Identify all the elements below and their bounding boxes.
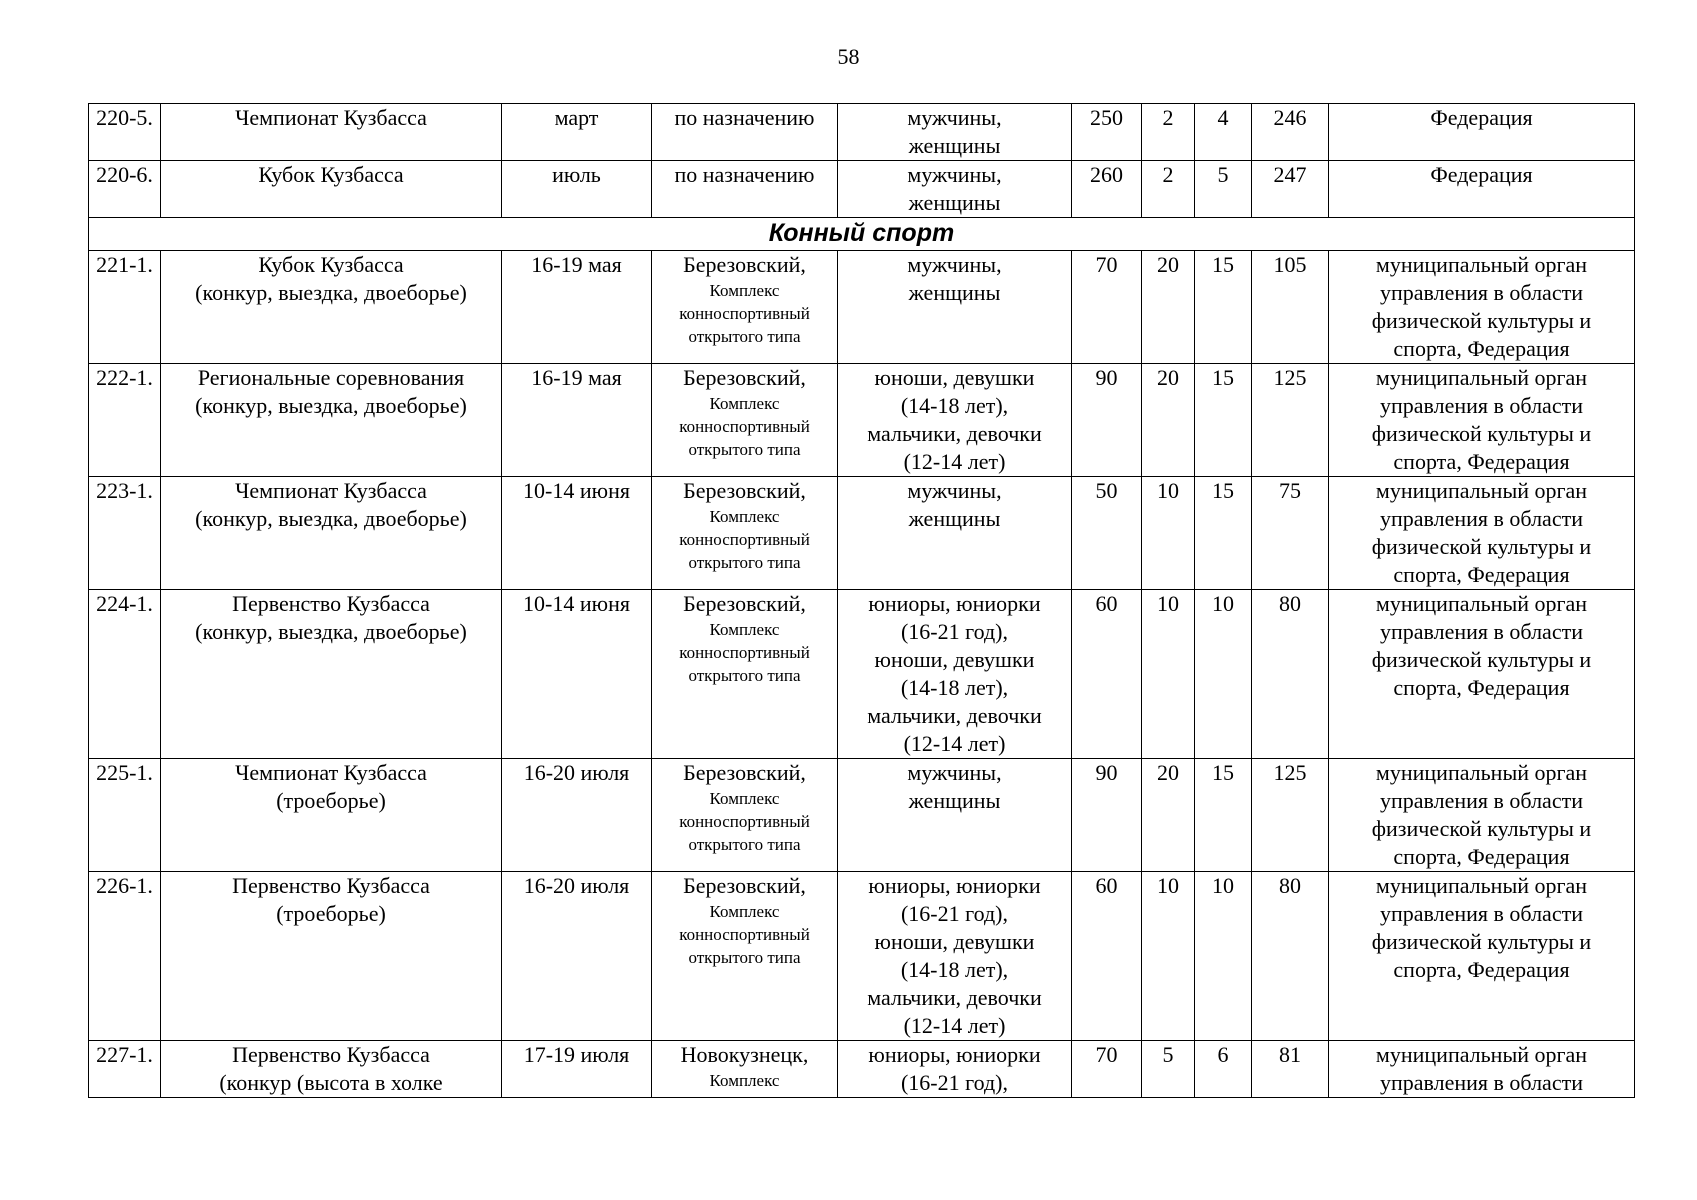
organizer-line: управления в области: [1380, 280, 1583, 305]
count-a: 10: [1142, 590, 1195, 759]
rows-before-section: [89, 104, 1635, 218]
page-number: 58: [837, 44, 860, 69]
event-name-line: Чемпионат Кузбасса: [235, 478, 427, 503]
participants: [838, 872, 1072, 1041]
count-total: 70: [1072, 1041, 1142, 1098]
participants-line: юниоры, юниорки: [868, 1042, 1041, 1067]
participants-line: женщины: [908, 133, 1001, 158]
count-b: 5: [1195, 161, 1252, 218]
count-total: 250: [1072, 104, 1142, 161]
organizer: [1329, 251, 1635, 364]
count-b: 15: [1195, 477, 1252, 590]
venue-detail: конноспортивный: [679, 925, 810, 944]
organizer-line: муниципальный орган: [1375, 873, 1588, 898]
organizer: [1329, 590, 1635, 759]
participants-line: (16-21 год),: [900, 1070, 1008, 1095]
participants: [838, 251, 1072, 364]
venue-detail: открытого типа: [688, 440, 801, 459]
participants-line: мальчики, девочки: [867, 703, 1042, 728]
schedule-table: [88, 103, 1635, 1098]
organizer-line: управления в области: [1380, 393, 1583, 418]
participants-line: женщины: [908, 788, 1001, 813]
participants-line: юниоры, юниорки: [868, 591, 1041, 616]
section-row-group: [89, 218, 1635, 251]
count-b: 10: [1195, 590, 1252, 759]
count-total: 50: [1072, 477, 1142, 590]
count-a: 2: [1142, 161, 1195, 218]
count-b: 15: [1195, 364, 1252, 477]
count-total: 70: [1072, 251, 1142, 364]
organizer-line: спорта, Федерация: [1393, 675, 1570, 700]
count-c: 125: [1252, 364, 1329, 477]
participants-line: мальчики, девочки: [867, 985, 1042, 1010]
count-b: 4: [1195, 104, 1252, 161]
count-c: 81: [1252, 1041, 1329, 1098]
row-number: 220-5.: [89, 104, 161, 161]
count-c: 247: [1252, 161, 1329, 218]
participants-line: юноши, девушки: [874, 365, 1035, 390]
participants-line: юноши, девушки: [874, 647, 1035, 672]
table-row: [89, 251, 1635, 364]
organizer-line: спорта, Федерация: [1393, 449, 1570, 474]
organizer-line: муниципальный орган: [1375, 760, 1588, 785]
venue-detail: открытого типа: [688, 327, 801, 346]
venue-detail: открытого типа: [688, 553, 801, 572]
table-row: [89, 872, 1635, 1041]
count-c: 125: [1252, 759, 1329, 872]
count-a: 20: [1142, 251, 1195, 364]
organizer-line: спорта, Федерация: [1393, 957, 1570, 982]
venue-city: по назначению: [674, 105, 815, 130]
participants: [838, 759, 1072, 872]
organizer-line: муниципальный орган: [1375, 365, 1588, 390]
event-name-line: Региональные соревнования: [197, 365, 465, 390]
event-name: [161, 364, 502, 477]
venue-detail: конноспортивный: [679, 643, 810, 662]
venue-city: Березовский,: [683, 252, 806, 277]
venue: [652, 590, 838, 759]
organizer: [1329, 161, 1635, 218]
venue: [652, 364, 838, 477]
event-date: 10-14 июня: [502, 590, 652, 759]
count-a: 10: [1142, 872, 1195, 1041]
venue-detail: Комплекс: [709, 620, 780, 639]
row-number: 220-6.: [89, 161, 161, 218]
event-name-line: Первенство Кузбасса: [232, 873, 430, 898]
event-date: март: [502, 104, 652, 161]
participants-line: женщины: [908, 280, 1001, 305]
participants-line: (14-18 лет),: [900, 675, 1009, 700]
venue-city: Новокузнецк,: [680, 1042, 809, 1067]
participants-line: женщины: [908, 506, 1001, 531]
venue-city: Березовский,: [683, 365, 806, 390]
venue: [652, 477, 838, 590]
participants-line: (16-21 год),: [900, 901, 1008, 926]
venue-detail: открытого типа: [688, 666, 801, 685]
organizer: [1329, 364, 1635, 477]
row-number: 223-1.: [89, 477, 161, 590]
organizer: [1329, 1041, 1635, 1098]
count-total: 60: [1072, 872, 1142, 1041]
row-number: 224-1.: [89, 590, 161, 759]
participants-line: (12-14 лет): [903, 1013, 1006, 1038]
participants: [838, 104, 1072, 161]
event-name: [161, 759, 502, 872]
table-row: [89, 759, 1635, 872]
participants: [838, 364, 1072, 477]
rows-after-section: [89, 251, 1635, 1098]
event-name-line: (конкур, выездка, двоеборье): [195, 506, 467, 531]
participants-line: (16-21 год),: [900, 619, 1008, 644]
venue-detail: Комплекс: [709, 1071, 780, 1090]
event-name-line: Первенство Кузбасса: [232, 1042, 430, 1067]
section-row: [89, 218, 1635, 251]
event-name-line: (конкур, выездка, двоеборье): [195, 280, 467, 305]
venue-detail: Комплекс: [709, 902, 780, 921]
event-name: [161, 590, 502, 759]
count-c: 80: [1252, 590, 1329, 759]
organizer-line: муниципальный орган: [1375, 591, 1588, 616]
venue-detail: Комплекс: [709, 394, 780, 413]
organizer-line: физической культуры и: [1371, 929, 1592, 954]
event-date: 16-20 июля: [502, 759, 652, 872]
venue: [652, 104, 838, 161]
event-name-line: (конкур, выездка, двоеборье): [195, 393, 467, 418]
event-name-line: (троеборье): [276, 788, 386, 813]
count-a: 5: [1142, 1041, 1195, 1098]
count-a: 2: [1142, 104, 1195, 161]
event-name-line: Первенство Кузбасса: [232, 591, 430, 616]
organizer-line: управления в области: [1380, 506, 1583, 531]
event-name: [161, 1041, 502, 1098]
organizer-line: управления в области: [1380, 1070, 1583, 1095]
venue-detail: Комплекс: [709, 281, 780, 300]
participants-line: мужчины,: [907, 478, 1002, 503]
count-a: 10: [1142, 477, 1195, 590]
event-date: 17-19 июля: [502, 1041, 652, 1098]
row-number: 221-1.: [89, 251, 161, 364]
count-total: 260: [1072, 161, 1142, 218]
row-number: 225-1.: [89, 759, 161, 872]
organizer-line: спорта, Федерация: [1393, 336, 1570, 361]
participants: [838, 161, 1072, 218]
organizer: [1329, 759, 1635, 872]
venue-detail: Комплекс: [709, 789, 780, 808]
participants-line: мужчины,: [907, 252, 1002, 277]
count-b: 6: [1195, 1041, 1252, 1098]
event-name: [161, 477, 502, 590]
event-date: 16-19 мая: [502, 364, 652, 477]
organizer-line: физической культуры и: [1371, 421, 1592, 446]
count-b: 10: [1195, 872, 1252, 1041]
organizer: [1329, 872, 1635, 1041]
venue-detail: конноспортивный: [679, 417, 810, 436]
event-date: июль: [502, 161, 652, 218]
venue-detail: конноспортивный: [679, 530, 810, 549]
participants-line: мужчины,: [907, 105, 1002, 130]
row-number: 222-1.: [89, 364, 161, 477]
event-name-line: Кубок Кузбасса: [258, 252, 404, 277]
participants-line: мужчины,: [907, 162, 1002, 187]
organizer-line: физической культуры и: [1371, 647, 1592, 672]
count-a: 20: [1142, 759, 1195, 872]
event-name-line: (конкур (высота в холке: [219, 1070, 443, 1095]
count-total: 90: [1072, 759, 1142, 872]
row-number: 227-1.: [89, 1041, 161, 1098]
organizer-line: управления в области: [1380, 619, 1583, 644]
participants-line: (14-18 лет),: [900, 957, 1009, 982]
event-name: [161, 161, 502, 218]
event-name: [161, 104, 502, 161]
participants-line: (12-14 лет): [903, 731, 1006, 756]
event-name: [161, 872, 502, 1041]
participants: [838, 477, 1072, 590]
venue-city: Березовский,: [683, 873, 806, 898]
event-name: [161, 251, 502, 364]
event-name-line: (конкур, выездка, двоеборье): [195, 619, 467, 644]
event-name-line: Кубок Кузбасса: [258, 162, 404, 187]
venue-detail: Комплекс: [709, 507, 780, 526]
organizer-line: спорта, Федерация: [1393, 844, 1570, 869]
participants-line: мальчики, девочки: [867, 421, 1042, 446]
table-row: [89, 161, 1635, 218]
count-total: 90: [1072, 364, 1142, 477]
event-date: 10-14 июня: [502, 477, 652, 590]
table-row: [89, 590, 1635, 759]
count-c: 80: [1252, 872, 1329, 1041]
participants-line: (12-14 лет): [903, 449, 1006, 474]
venue: [652, 759, 838, 872]
event-date: 16-19 мая: [502, 251, 652, 364]
count-a: 20: [1142, 364, 1195, 477]
participants: [838, 590, 1072, 759]
participants-line: юноши, девушки: [874, 929, 1035, 954]
event-date: 16-20 июля: [502, 872, 652, 1041]
count-b: 15: [1195, 759, 1252, 872]
organizer-line: муниципальный орган: [1375, 1042, 1588, 1067]
count-total: 60: [1072, 590, 1142, 759]
venue: [652, 872, 838, 1041]
count-b: 15: [1195, 251, 1252, 364]
organizer-line: муниципальный орган: [1375, 252, 1588, 277]
venue-detail: конноспортивный: [679, 812, 810, 831]
participants: [838, 1041, 1072, 1098]
venue: [652, 161, 838, 218]
participants-line: женщины: [908, 190, 1001, 215]
venue-detail: открытого типа: [688, 948, 801, 967]
event-name-line: Чемпионат Кузбасса: [235, 760, 427, 785]
event-name-line: Чемпионат Кузбасса: [235, 105, 427, 130]
table-row: [89, 477, 1635, 590]
organizer-line: Федерация: [1430, 162, 1533, 187]
venue: [652, 1041, 838, 1098]
participants-line: (14-18 лет),: [900, 393, 1009, 418]
venue-city: Березовский,: [683, 591, 806, 616]
venue-city: по назначению: [674, 162, 815, 187]
organizer-line: спорта, Федерация: [1393, 562, 1570, 587]
row-number: 226-1.: [89, 872, 161, 1041]
organizer-line: физической культуры и: [1371, 816, 1592, 841]
table-row: [89, 364, 1635, 477]
participants-line: юниоры, юниорки: [868, 873, 1041, 898]
count-c: 105: [1252, 251, 1329, 364]
venue-detail: открытого типа: [688, 835, 801, 854]
table-row: [89, 104, 1635, 161]
event-name-line: (троеборье): [276, 901, 386, 926]
venue-detail: конноспортивный: [679, 304, 810, 323]
table-row: [89, 1041, 1635, 1098]
venue-city: Березовский,: [683, 760, 806, 785]
organizer: [1329, 104, 1635, 161]
organizer-line: муниципальный орган: [1375, 478, 1588, 503]
organizer: [1329, 477, 1635, 590]
organizer-line: управления в области: [1380, 901, 1583, 926]
venue-city: Березовский,: [683, 478, 806, 503]
count-c: 75: [1252, 477, 1329, 590]
organizer-line: управления в области: [1380, 788, 1583, 813]
organizer-line: физической культуры и: [1371, 308, 1592, 333]
section-title: Конный спорт: [89, 218, 1635, 251]
count-c: 246: [1252, 104, 1329, 161]
organizer-line: физической культуры и: [1371, 534, 1592, 559]
venue: [652, 251, 838, 364]
participants-line: мужчины,: [907, 760, 1002, 785]
organizer-line: Федерация: [1430, 105, 1533, 130]
